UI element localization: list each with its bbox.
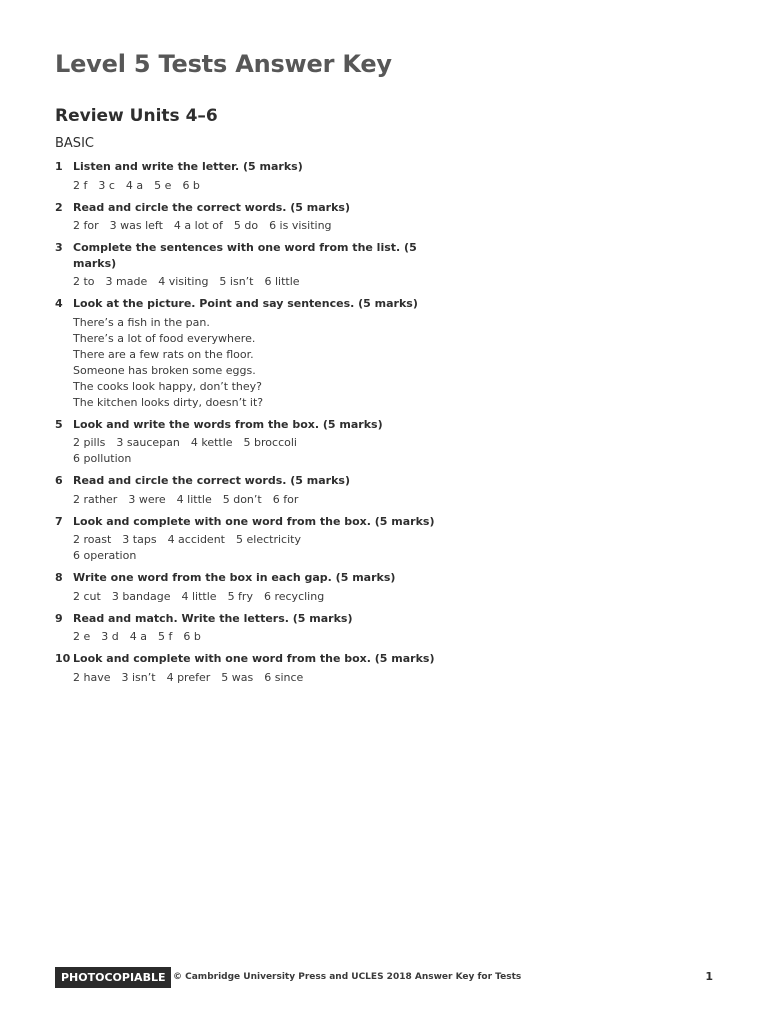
question-instruction: Look and write the words from the box. (5 marks)	[73, 417, 383, 431]
answer-item: 4 a	[129, 630, 147, 643]
answer-line	[73, 492, 455, 508]
question-instruction: Read and match. Write the letters. (5 marks)	[73, 611, 353, 625]
answer-item: 2 to	[73, 275, 95, 288]
answer-line	[73, 395, 455, 411]
answer-item: 4 a lot of	[173, 219, 223, 232]
answer-item: 2 for	[73, 219, 99, 232]
answer-item: 3 taps	[122, 533, 157, 546]
answer-item: 6 little	[264, 275, 300, 288]
question-number: 4	[55, 297, 63, 310]
answer-item: The cooks look happy, don’t they?	[73, 379, 263, 393]
answer-item: 6 operation	[73, 549, 137, 562]
answer-item: There’s a lot of food everywhere.	[73, 331, 256, 345]
copyright-notice: © Cambridge University Press and UCLES 2018 Answer Key for Tests	[173, 972, 522, 982]
question-item	[55, 200, 455, 235]
answer-line	[73, 379, 455, 395]
answer-line	[73, 451, 455, 467]
question-instruction: Read and circle the correct words. (5 marks)	[73, 200, 350, 214]
question-number: 1	[55, 160, 63, 173]
answer-item: 6 b	[183, 630, 201, 643]
answer-item: 3 isn’t	[121, 670, 156, 684]
answer-line	[73, 218, 455, 234]
answer-item: 4 kettle	[190, 436, 233, 449]
answer-line	[73, 363, 455, 379]
question-instruction: Listen and write the letter. (5 marks)	[73, 160, 303, 173]
question-instruction: Look and complete with one word from the box. (5 marks)	[73, 652, 435, 665]
answer-line	[73, 347, 455, 363]
question-item	[55, 473, 455, 508]
page-number: 1	[705, 970, 713, 983]
answer-item: 5 don’t	[222, 492, 262, 506]
answer-item: 4 little	[181, 589, 217, 603]
answer-item: The kitchen looks dirty, doesn’t it?	[73, 395, 264, 409]
answer-item: 2 cut	[73, 589, 101, 603]
answer-item: 3 made	[105, 275, 148, 288]
answer-block	[73, 315, 455, 411]
answer-block	[73, 435, 455, 467]
question-instruction: Read and circle the correct words. (5 marks)	[73, 474, 350, 487]
answer-item: 3 d	[101, 630, 119, 643]
answer-block	[73, 670, 455, 686]
answer-item: 4 little	[176, 492, 212, 506]
answer-item: 4 accident	[167, 533, 225, 546]
question-number: 8	[55, 571, 63, 584]
page-title: Level 5 Tests Answer Key	[55, 50, 392, 78]
question-instruction: Look and complete with one word from the box. (5 marks)	[73, 514, 435, 528]
question-number: 9	[55, 611, 63, 625]
answer-block	[73, 492, 455, 508]
answer-item: 2 e	[73, 630, 91, 643]
question-item	[55, 570, 455, 605]
answer-item: 3 c	[98, 178, 115, 192]
answer-block	[73, 178, 455, 194]
question-list	[55, 159, 455, 692]
question-number: 2	[55, 200, 63, 214]
question-item	[55, 611, 455, 646]
answer-line	[73, 315, 455, 331]
question-item	[55, 514, 455, 565]
question-number: 3	[55, 241, 63, 254]
answer-block	[73, 532, 455, 564]
answer-block	[73, 274, 455, 290]
question-item	[55, 651, 455, 686]
answer-item: 2 rather	[73, 492, 118, 506]
answer-line	[73, 435, 455, 451]
answer-item: 3 saucepan	[116, 436, 180, 449]
answer-line	[73, 178, 455, 194]
answer-item: 2 have	[73, 670, 111, 684]
answer-item: 6 recycling	[263, 589, 325, 603]
answer-item: 5 f	[158, 630, 173, 643]
answer-item: 5 was	[221, 670, 254, 684]
answer-item: 5 fry	[227, 589, 253, 603]
question-item	[55, 240, 455, 290]
answer-item: 4 visiting	[158, 275, 209, 288]
answer-line	[73, 629, 455, 645]
answer-item: 5 e	[154, 178, 172, 192]
answer-line	[73, 532, 455, 548]
answer-item: 6 is visiting	[269, 219, 332, 232]
answer-block	[73, 589, 455, 605]
answer-item: 2 f	[73, 178, 88, 192]
answer-item: 6 pollution	[73, 452, 132, 465]
answer-block	[73, 218, 455, 234]
answer-item: 4 prefer	[166, 670, 211, 684]
question-number: 6	[55, 474, 63, 487]
question-number: 10	[55, 652, 71, 665]
answer-line	[73, 331, 455, 347]
question-item	[55, 296, 455, 411]
question-instruction: Look at the picture. Point and say sentences. (5 marks)	[73, 297, 418, 310]
answer-item: 5 broccoli	[243, 436, 297, 449]
answer-item: 5 do	[233, 219, 259, 232]
answer-item: 6 for	[272, 492, 299, 506]
question-item	[55, 159, 455, 194]
answer-item: 4 a	[125, 178, 144, 192]
question-number: 5	[55, 417, 63, 431]
question-instruction: Write one word from the box in each gap. (5 marks)	[73, 571, 396, 584]
answer-line	[73, 274, 455, 290]
answer-item: Someone has broken some eggs.	[73, 363, 256, 377]
answer-line	[73, 589, 455, 605]
answer-line	[73, 548, 455, 564]
answer-item: There’s a fish in the pan.	[73, 315, 210, 329]
answer-item: 6 b	[182, 178, 200, 192]
answer-item: There are a few rats on the floor.	[73, 347, 254, 361]
answer-item: 2 roast	[73, 533, 112, 546]
answer-line	[73, 670, 455, 686]
question-instruction: Complete the sentences with one word from the list. (5 marks)	[73, 241, 417, 270]
answer-block	[73, 629, 455, 645]
answer-item: 3 was left	[109, 219, 163, 232]
answer-item: 2 pills	[73, 436, 106, 449]
question-item	[55, 417, 455, 468]
answer-item: 5 isn’t	[219, 275, 254, 288]
answer-item: 3 were	[128, 492, 166, 506]
question-number: 7	[55, 514, 63, 528]
answer-item: 6 since	[264, 670, 304, 684]
answer-item: 5 electricity	[236, 533, 301, 546]
section-title: Review Units 4–6	[55, 106, 218, 126]
level-label: BASIC	[55, 136, 94, 151]
answer-item: 3 bandage	[111, 589, 171, 603]
photocopiable-badge: PHOTOCOPIABLE	[55, 967, 171, 988]
